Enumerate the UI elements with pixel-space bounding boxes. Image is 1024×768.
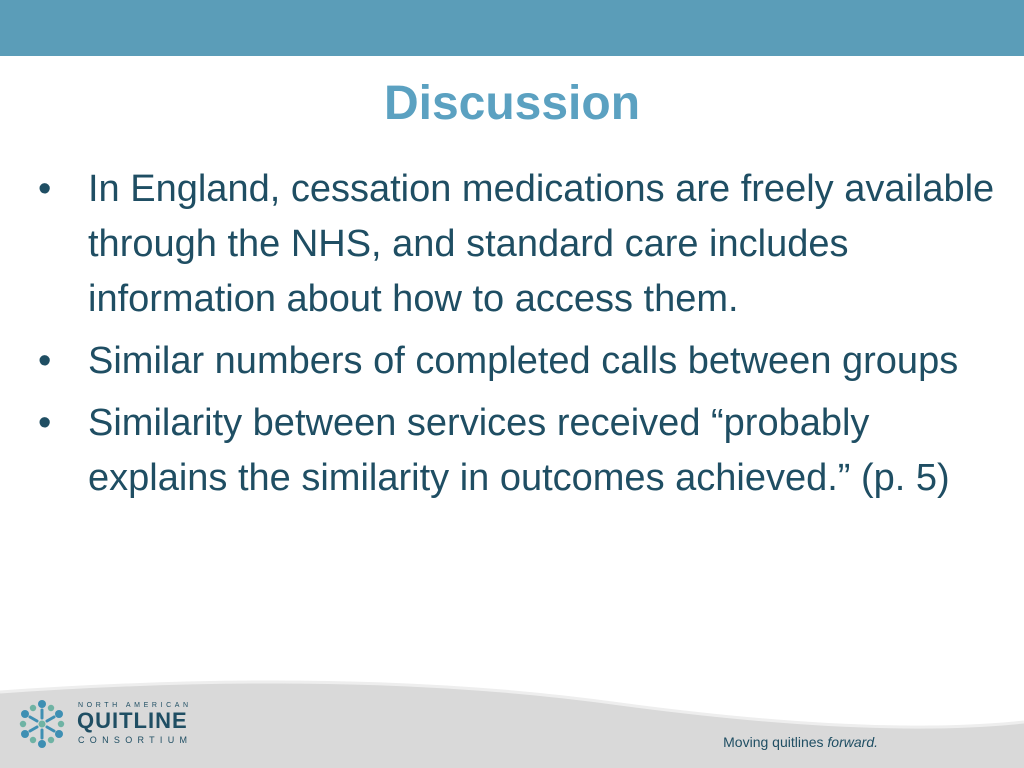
footer-tagline — [723, 734, 878, 750]
bullet-item-3 — [36, 396, 996, 506]
bullet-text: Similar numbers of completed calls between groups — [88, 340, 959, 382]
logo-text-north-american: NORTH AMERICAN — [78, 702, 192, 709]
bullet-list — [36, 162, 996, 513]
bullet-item-1 — [36, 162, 996, 327]
bullet-marker: • — [38, 340, 52, 382]
quitline-consortium-logo — [14, 696, 214, 756]
bullet-text: Similarity between services received “probably explains the similarity in outcomes achieved.” (p. 5) — [88, 402, 950, 499]
logo-text-quitline: QUITLINE — [77, 708, 188, 733]
tagline-main: Moving quitlines — [723, 734, 828, 750]
snowflake-logo-icon — [14, 696, 70, 752]
slide-title: Discussion — [383, 77, 641, 130]
tagline-emphasis: forward. — [827, 734, 878, 750]
bullet-text: In England, cessation medications are freely available through the NHS, and standard care includes information about how to access them. — [88, 168, 995, 320]
bullet-marker: • — [38, 168, 52, 210]
logo-text-consortium: CONSORTIUM — [78, 735, 193, 745]
bullet-marker: • — [38, 402, 52, 444]
top-banner-bar — [0, 0, 1024, 56]
bullet-item-2 — [36, 334, 996, 389]
